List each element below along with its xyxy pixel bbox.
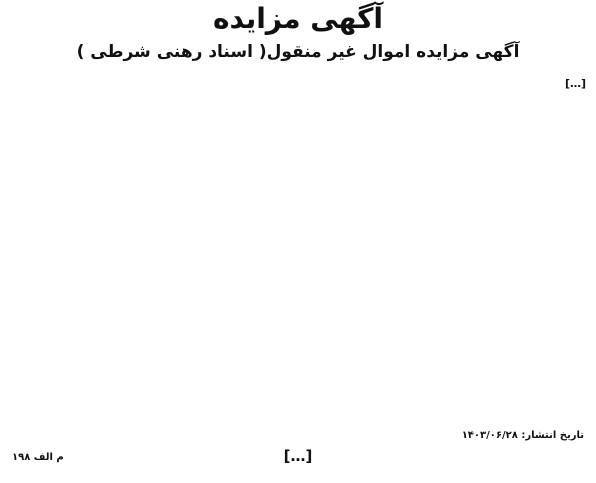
notice-body: […]: [564, 77, 586, 90]
publish-date: تاریخ انتشار: ۱۴۰۳/۰۶/۲۸: [461, 430, 584, 441]
notice-title: آگهی مزایده: [212, 2, 383, 35]
notice-subtitle: آگهی مزایده اموال غیر منقول( اسناد رهنی شرطی ): [76, 42, 520, 62]
reference-code: م الف ۱۹۸: [12, 452, 64, 463]
signature-line: […]: [283, 447, 313, 465]
